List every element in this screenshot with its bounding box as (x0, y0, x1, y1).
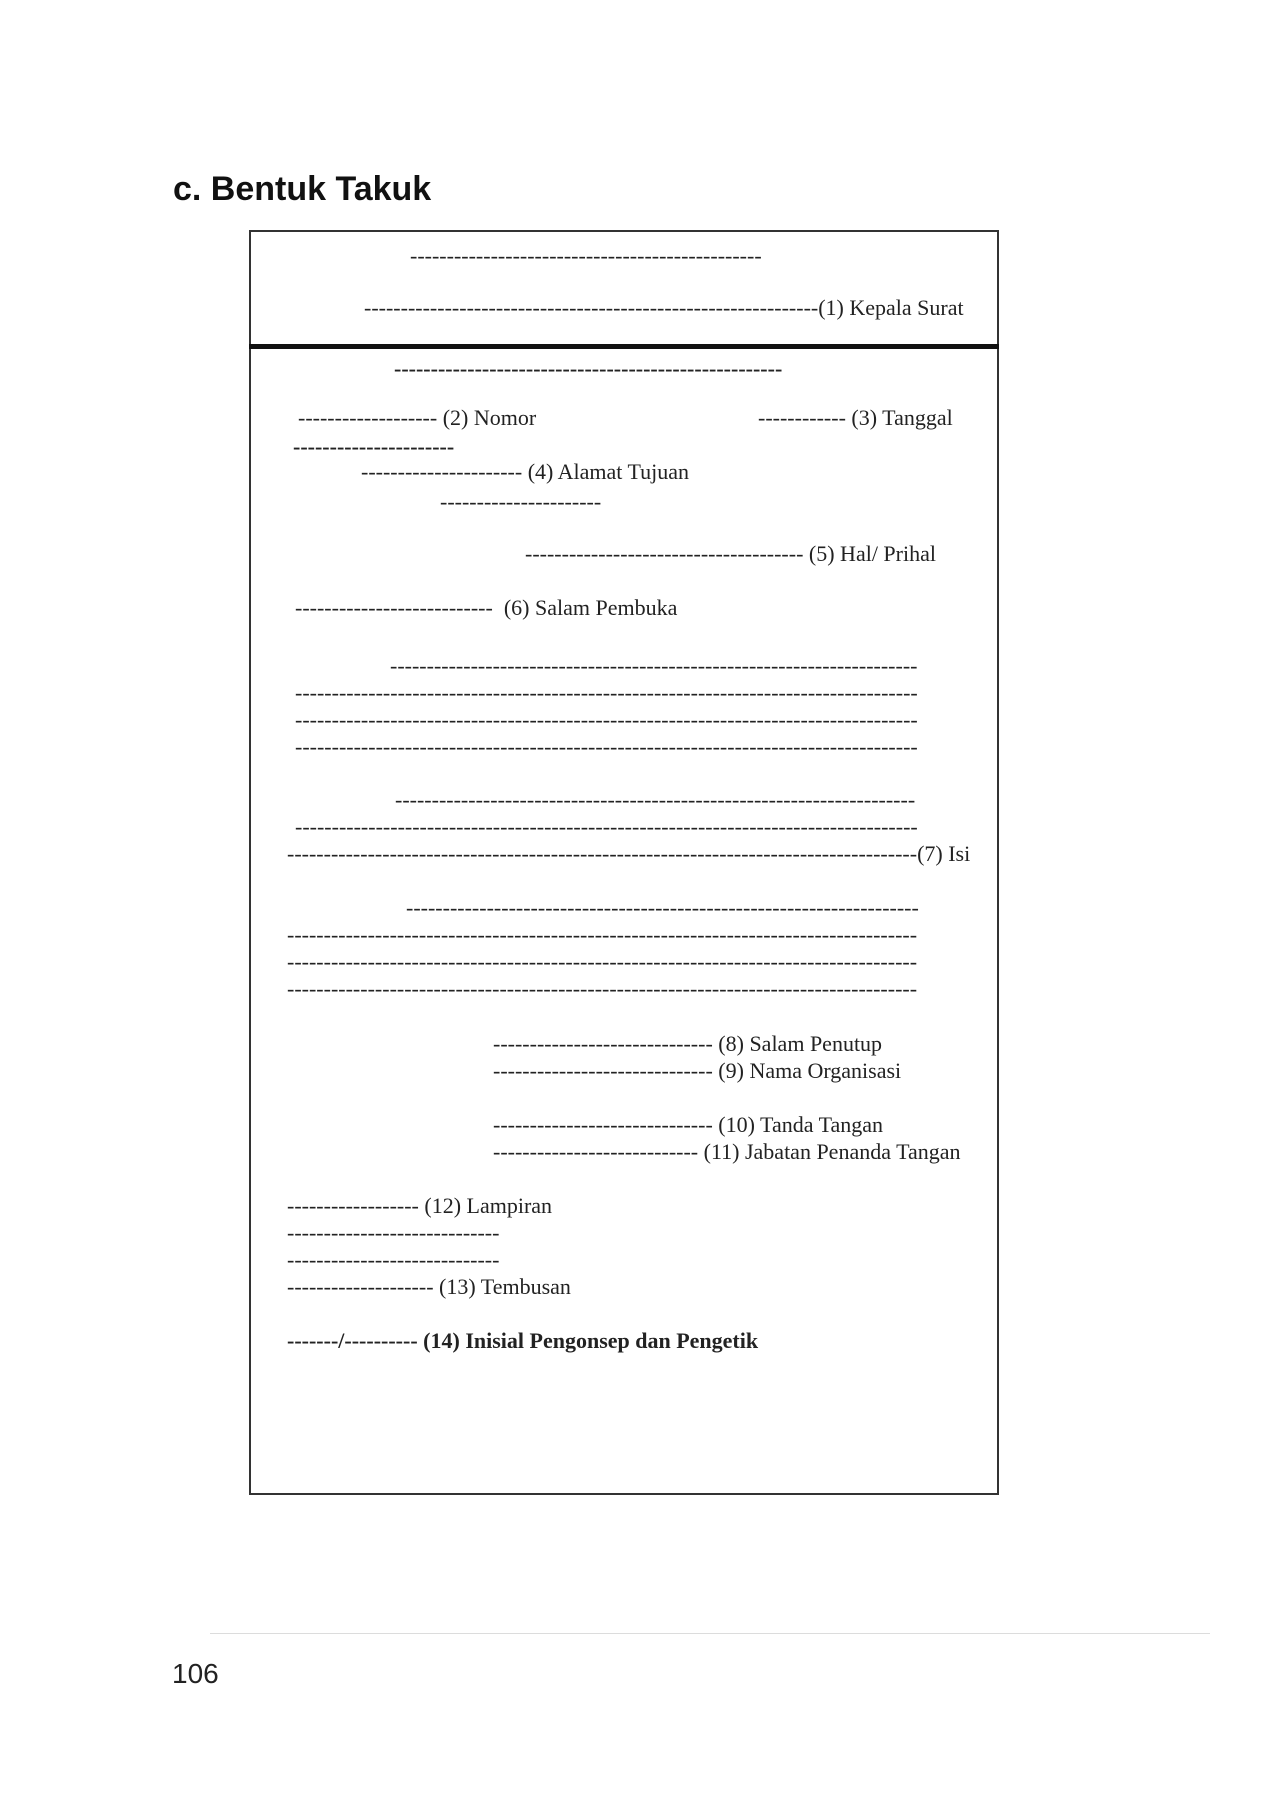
lampiran-line: ------------------ (12) Lampiran (287, 1193, 553, 1218)
salam-pembuka-line: --------------------------- (6) Salam Pembuka (295, 595, 678, 620)
lampiran-line-b: ----------------------------- (287, 1247, 500, 1272)
header-line-1: ------------------------------------------------ (410, 243, 762, 268)
isi-para1-line4: ------------------------------------------------------------------------------------- (295, 734, 918, 759)
lampiran-line-a: ----------------------------- (287, 1220, 500, 1245)
page-number: 106 (172, 1658, 219, 1689)
alamat-line-b: ---------------------- (4) Alamat Tujuan (361, 459, 690, 484)
isi-para3-line1: ---------------------------------------------------------------------- (406, 895, 919, 920)
label-alamat-tujuan: (4) Alamat Tujuan (527, 459, 690, 484)
label-kepala-surat: (1) Kepala Surat (818, 295, 964, 320)
label-nama-organisasi: (9) Nama Organisasi (718, 1058, 902, 1083)
isi-para1-line3: ------------------------------------------------------------------------------------- (295, 707, 918, 732)
isi-para3-line4: -------------------------------------------------------------------------------------- (287, 976, 918, 1001)
nomor-line: ------------------- (2) Nomor (298, 405, 537, 430)
isi-para3-line2: -------------------------------------------------------------------------------------- (287, 922, 918, 947)
label-inisial: (14) Inisial Pengonsep dan Pengetik (423, 1328, 759, 1353)
isi-para2-line1: ----------------------------------------------------------------------- (395, 787, 916, 812)
footer-divider (210, 1633, 1210, 1634)
isi-para2-line3: --------------------------------------------------------------------------------------(7) Isi (287, 841, 971, 866)
isi-para3-line3: -------------------------------------------------------------------------------------- (287, 949, 918, 974)
label-nomor: (2) Nomor (442, 405, 537, 430)
label-jabatan-penanda-tangan: (11) Jabatan Penanda Tangan (703, 1139, 961, 1164)
label-hal: (5) Hal/ Prihal (808, 541, 936, 566)
label-tembusan: (13) Tembusan (439, 1274, 571, 1299)
tanda-tangan-line: ------------------------------ (10) Tanda Tangan (493, 1112, 884, 1137)
tanggal-line: ------------ (3) Tanggal (758, 405, 953, 430)
label-salam-pembuka: (6) Salam Pembuka (503, 595, 678, 620)
letterhead-rule (249, 344, 999, 349)
isi-para2-line2: ------------------------------------------------------------------------------------- (295, 814, 918, 839)
label-lampiran: (12) Lampiran (424, 1193, 553, 1218)
label-isi: (7) Isi (917, 841, 971, 866)
nama-organisasi-line: ------------------------------ (9) Nama Organisasi (493, 1058, 902, 1083)
tembusan-line: -------------------- (13) Tembusan (287, 1274, 571, 1299)
alamat-line-c: ---------------------- (440, 489, 602, 514)
isi-para1-line2: ------------------------------------------------------------------------------------- (295, 680, 918, 705)
label-tanggal: (3) Tanggal (851, 405, 953, 430)
header-line-3: ----------------------------------------------------- (394, 356, 783, 381)
jabatan-line: ---------------------------- (11) Jabatan Penanda Tangan (493, 1139, 961, 1164)
alamat-line-a: ---------------------- (293, 434, 455, 459)
label-salam-penutup: (8) Salam Penutup (718, 1031, 883, 1056)
inisial-line: -------/---------- (14) Inisial Pengonsep dan Pengetik (287, 1328, 759, 1353)
isi-para1-line1: ------------------------------------------------------------------------ (390, 653, 918, 678)
hal-line: -------------------------------------- (5) Hal/ Prihal (525, 541, 936, 566)
header-line-2: --------------------------------------------------------------(1) Kepala Surat (364, 295, 964, 320)
salam-penutup-line: ------------------------------ (8) Salam Penutup (493, 1031, 883, 1056)
section-heading: c. Bentuk Takuk (173, 170, 432, 208)
label-tanda-tangan: (10) Tanda Tangan (718, 1112, 884, 1137)
